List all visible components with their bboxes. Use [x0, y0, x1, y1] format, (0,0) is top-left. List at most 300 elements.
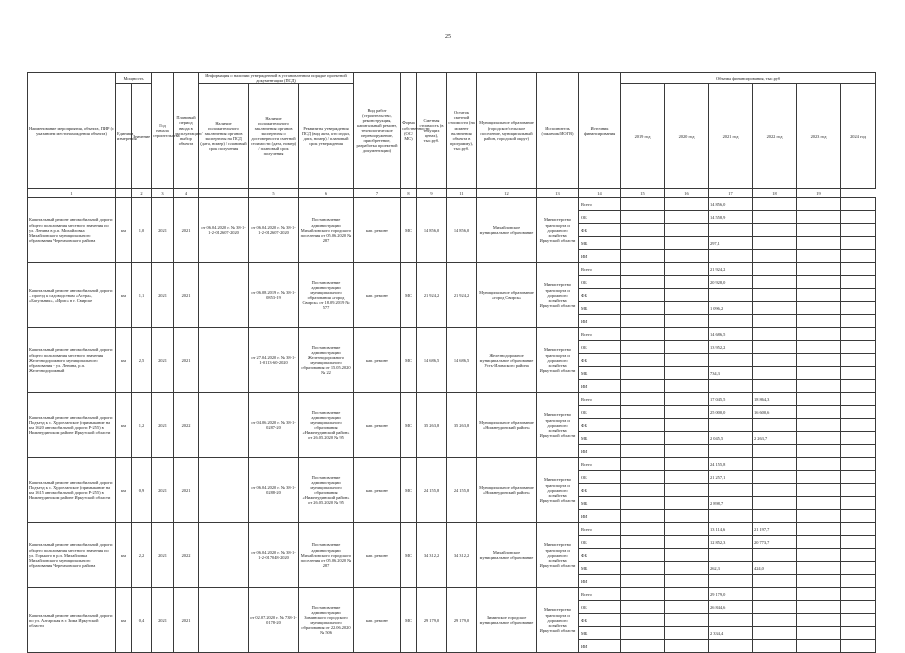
- executor-cell: Министерство транспорта и дорожного хозяйства Иркутской области: [537, 458, 579, 523]
- est-cost: 14 856,0: [417, 198, 447, 263]
- fund-value: [797, 536, 841, 549]
- fund-value: 14 856,0: [709, 198, 753, 211]
- fund-value: [797, 471, 841, 484]
- fund-value: [753, 614, 797, 627]
- fund-value: [665, 523, 709, 536]
- fund-value: [665, 484, 709, 497]
- est-cost: 29 179,0: [417, 588, 447, 653]
- fund-value: [797, 575, 841, 588]
- column-number: 2: [132, 189, 152, 198]
- year-end: 2021: [174, 328, 199, 393]
- fund-value: 297,1: [709, 237, 753, 250]
- work-type: кап. ремонт: [354, 458, 401, 523]
- fund-value: 13 952,2: [709, 341, 753, 354]
- fund-value: [797, 640, 841, 653]
- fund-value: [621, 471, 665, 484]
- year-end: 2021: [174, 588, 199, 653]
- column-number: [116, 189, 132, 198]
- fund-value: [665, 354, 709, 367]
- fund-source-label: ФБ: [579, 549, 621, 562]
- work-type: кап. ремонт: [354, 523, 401, 588]
- column-number: 7: [354, 189, 401, 198]
- column-number: 5: [249, 189, 299, 198]
- fund-value: 2 898,7: [709, 497, 753, 510]
- fund-value: [753, 575, 797, 588]
- fund-source-label: ФБ: [579, 224, 621, 237]
- fund-source-label: ИИ: [579, 380, 621, 393]
- approval-cell: Постановление администрации муниципального образования «Нижнеудинский район» от 26.05.2020 № 95: [299, 393, 354, 458]
- fund-value: [621, 484, 665, 497]
- remaining-cost: 24 155,8: [447, 458, 477, 523]
- fund-value: [621, 328, 665, 341]
- column-number: 9: [417, 189, 447, 198]
- fund-source-label: Всего: [579, 263, 621, 276]
- fund-value: [665, 510, 709, 523]
- fund-value: [797, 276, 841, 289]
- column-number: 14: [579, 189, 621, 198]
- fund-value: [621, 445, 665, 458]
- year-start: 2021: [152, 263, 174, 328]
- remaining-cost: 29 179,0: [447, 588, 477, 653]
- column-number: 3: [152, 189, 174, 198]
- unit-cell: км: [116, 263, 132, 328]
- fund-value: [709, 510, 753, 523]
- remaining-cost: 34 312,2: [447, 523, 477, 588]
- fund-value: [841, 341, 876, 354]
- fund-value: [665, 198, 709, 211]
- fund-value: 12 852,3: [709, 536, 753, 549]
- column-number: 19: [797, 189, 841, 198]
- header-approval: Реквизиты утверждения ПСД (вид акта, кто издал, дата, номер) / плановый срок утверждения: [299, 84, 354, 189]
- year-end: 2022: [174, 393, 199, 458]
- fund-source-label: ИИ: [579, 315, 621, 328]
- fund-value: [841, 614, 876, 627]
- fund-source-label: ФБ: [579, 354, 621, 367]
- fund-value: [665, 562, 709, 575]
- fund-value: [753, 237, 797, 250]
- fund-value: [753, 380, 797, 393]
- municipality-cell: Муниципальное образование «город Свирск»: [477, 263, 537, 328]
- remaining-cost: 14 686,5: [447, 328, 477, 393]
- fund-value: [709, 315, 753, 328]
- column-number: 13: [537, 189, 579, 198]
- fund-value: [665, 549, 709, 562]
- fund-source-label: ОБ: [579, 406, 621, 419]
- fund-value: [841, 536, 876, 549]
- fund-value: 25 000,0: [709, 406, 753, 419]
- expertise-cell: [199, 588, 249, 653]
- year-end: 2021: [174, 198, 199, 263]
- fund-value: [797, 484, 841, 497]
- fund-value: [841, 627, 876, 640]
- fund-value: [753, 510, 797, 523]
- fund-value: [797, 614, 841, 627]
- fund-value: [797, 211, 841, 224]
- fund-source-label: ИИ: [579, 640, 621, 653]
- fund-value: [841, 263, 876, 276]
- year-start: 2021: [152, 523, 174, 588]
- fund-value: [797, 601, 841, 614]
- capacity-value: 0,9: [132, 458, 152, 523]
- fund-value: [753, 640, 797, 653]
- capacity-value: 0,4: [132, 588, 152, 653]
- year-start: 2021: [152, 588, 174, 653]
- remaining-cost: 14 856,0: [447, 198, 477, 263]
- fund-value: [621, 393, 665, 406]
- fund-value: [665, 237, 709, 250]
- fund-value: [621, 341, 665, 354]
- est-cost: 35 263,8: [417, 393, 447, 458]
- fund-value: [709, 445, 753, 458]
- fund-value: [797, 445, 841, 458]
- ownership-cell: МС: [401, 328, 417, 393]
- fund-value: [621, 536, 665, 549]
- header-sources: Источник финансирования: [579, 73, 621, 189]
- fund-value: [621, 406, 665, 419]
- year-start: 2021: [152, 393, 174, 458]
- fund-source-label: ФБ: [579, 419, 621, 432]
- fund-source-label: ОБ: [579, 471, 621, 484]
- fund-value: [621, 289, 665, 302]
- fund-value: [797, 380, 841, 393]
- fund-value: 20 928,0: [709, 276, 753, 289]
- fund-value: [753, 250, 797, 263]
- page-number: 25: [445, 34, 451, 40]
- executor-cell: Министерство транспорта и дорожного хозяйства Иркутской области: [537, 198, 579, 263]
- fund-value: [665, 224, 709, 237]
- expertise-cell: [199, 458, 249, 523]
- funding-table: [27, 72, 876, 653]
- fund-value: [753, 224, 797, 237]
- fund-value: [621, 276, 665, 289]
- header-capacity: Мощность: [116, 73, 152, 84]
- fund-value: 14 686,5: [709, 328, 753, 341]
- header-est-cost: Сметная стоимость (в текущих ценах), тыс.руб.: [417, 73, 447, 189]
- fund-source-label: Всего: [579, 198, 621, 211]
- fund-value: [797, 523, 841, 536]
- fund-value: 734,3: [709, 367, 753, 380]
- year-start: 2021: [152, 328, 174, 393]
- fund-value: [841, 406, 876, 419]
- table-row: [28, 328, 876, 341]
- fund-source-label: ОБ: [579, 341, 621, 354]
- fund-source-label: ИИ: [579, 575, 621, 588]
- fund-value: [753, 627, 797, 640]
- header-year-end: Плановый период ввода в эксплуатацию/ выбор объекта: [174, 73, 199, 189]
- fund-value: [665, 380, 709, 393]
- object-name: Капитальный ремонт автомобильной дороги общего пользования местного значения Железнодорожного муниципального образования - ул. Ленина, р.п. Железнодорожный: [28, 328, 116, 393]
- work-type: кап. ремонт: [354, 393, 401, 458]
- fund-value: [665, 497, 709, 510]
- est-cost: 34 312,2: [417, 523, 447, 588]
- fund-value: [621, 380, 665, 393]
- fund-source-label: МБ: [579, 497, 621, 510]
- fund-value: [753, 588, 797, 601]
- fund-value: [797, 341, 841, 354]
- header-year: 2021 год: [709, 84, 753, 189]
- municipality-cell: Железнодорожное муниципальное образование Усть-Илимского района: [477, 328, 537, 393]
- fund-value: 26 844,6: [709, 601, 753, 614]
- object-name: Капитальный ремонт автомобильной дороги общего пользования местного значения по ул. Ленина в р.п. Михайловка Михайловского муниципального образования Черемховского района: [28, 198, 116, 263]
- fund-source-label: МБ: [579, 432, 621, 445]
- fund-value: [665, 406, 709, 419]
- work-type: кап. ремонт: [354, 588, 401, 653]
- fund-value: [621, 562, 665, 575]
- fund-value: 21 197,7: [753, 523, 797, 536]
- fund-value: [753, 276, 797, 289]
- executor-cell: Министерство транспорта и дорожного хозяйства Иркутской области: [537, 393, 579, 458]
- fund-value: [841, 445, 876, 458]
- municipality-cell: Муниципальное образование «Нижнеудинский район»: [477, 458, 537, 523]
- fund-value: [665, 276, 709, 289]
- executor-cell: Министерство транспорта и дорожного хозяйства Иркутской области: [537, 328, 579, 393]
- approval-cell: Постановление администрации Железнодорожного муниципального образования от 15.05.2020 № 22: [299, 328, 354, 393]
- fund-value: 13 114,6: [709, 523, 753, 536]
- fund-value: 2 334,4: [709, 627, 753, 640]
- fund-value: [841, 302, 876, 315]
- fund-value: [665, 250, 709, 263]
- column-number: 18: [753, 189, 797, 198]
- ownership-cell: МС: [401, 523, 417, 588]
- fund-value: [709, 380, 753, 393]
- fund-value: [665, 211, 709, 224]
- year-end: 2021: [174, 263, 199, 328]
- fund-value: [621, 575, 665, 588]
- header-name: Наименование мероприятия, объекта, ПИР (с указанием местонахождения объекта): [28, 73, 116, 189]
- fund-value: 24 155,8: [709, 458, 753, 471]
- year-end: 2022: [174, 523, 199, 588]
- fund-value: [621, 627, 665, 640]
- approval-cell: Постановление администрации Михайловского городского поселения от 05.06.2020 № 287: [299, 198, 354, 263]
- fund-value: 1 096,2: [709, 302, 753, 315]
- fund-value: 21 924,2: [709, 263, 753, 276]
- fund-value: [841, 549, 876, 562]
- fund-value: [841, 250, 876, 263]
- fund-value: [709, 224, 753, 237]
- fund-value: 29 179,0: [709, 588, 753, 601]
- remaining-cost: 35 263,8: [447, 393, 477, 458]
- fund-value: [621, 497, 665, 510]
- fund-value: [841, 575, 876, 588]
- fund-value: [797, 510, 841, 523]
- fund-value: 424,0: [753, 562, 797, 575]
- fund-source-label: МБ: [579, 367, 621, 380]
- header-year: 2024 год: [841, 84, 876, 189]
- header-ownership: Форма собственности (ОС/ МС): [401, 73, 417, 189]
- fund-value: [841, 224, 876, 237]
- remaining-cost: 21 924,2: [447, 263, 477, 328]
- table-row: [28, 263, 876, 276]
- fund-source-label: ИИ: [579, 510, 621, 523]
- header-unit: Единица измерения: [116, 84, 132, 189]
- ownership-cell: МС: [401, 458, 417, 523]
- fund-value: [753, 211, 797, 224]
- fund-value: [665, 341, 709, 354]
- fund-value: [621, 263, 665, 276]
- header-work-type: Вид работ (строительство, реконструкция, капитальный ремонт, технологическое перевооружение, приобретение, разработка проектной документации): [354, 73, 401, 189]
- column-number: 1: [28, 189, 116, 198]
- fund-value: 21 257,1: [709, 471, 753, 484]
- fund-value: [797, 393, 841, 406]
- fund-value: [797, 315, 841, 328]
- ownership-cell: МС: [401, 588, 417, 653]
- fund-value: [841, 289, 876, 302]
- header-municipality: Муниципальное образование (городское/сельское поселение, муниципальный район, городской округ): [477, 73, 537, 189]
- fund-value: [841, 497, 876, 510]
- fund-value: [665, 588, 709, 601]
- fund-source-label: ФБ: [579, 614, 621, 627]
- header-estimate: Наличие положительного заключения органов экспертизы о достоверности сметной стоимости (дата, номер) / плановый срок получения: [249, 84, 299, 189]
- fund-value: [841, 237, 876, 250]
- fund-value: [621, 549, 665, 562]
- column-number-row: [28, 189, 876, 198]
- ownership-cell: МС: [401, 198, 417, 263]
- fund-value: [841, 380, 876, 393]
- fund-value: [841, 211, 876, 224]
- fund-value: [709, 354, 753, 367]
- fund-value: [665, 419, 709, 432]
- fund-value: [665, 263, 709, 276]
- fund-value: [753, 419, 797, 432]
- fund-source-label: ФБ: [579, 289, 621, 302]
- fund-value: [797, 224, 841, 237]
- ownership-cell: МС: [401, 393, 417, 458]
- approval-cell: Постановление администрации Зиминского городского муниципального образования от 22.06.2020 № 506: [299, 588, 354, 653]
- estimate-cell: от 06.04.2020 г. № 38-1-0288-20: [249, 458, 299, 523]
- fund-value: [621, 432, 665, 445]
- fund-value: [753, 302, 797, 315]
- fund-value: [621, 614, 665, 627]
- fund-value: 2 263,7: [753, 432, 797, 445]
- fund-value: [621, 510, 665, 523]
- fund-value: 18 864,3: [753, 393, 797, 406]
- capacity-value: 1,2: [132, 393, 152, 458]
- fund-value: [753, 549, 797, 562]
- approval-cell: Постановление администрации Михайловского городского поселения от 05.06.2020 № 287: [299, 523, 354, 588]
- fund-value: 17 045,5: [709, 393, 753, 406]
- fund-value: [841, 484, 876, 497]
- table-row: [28, 198, 876, 211]
- fund-value: [753, 354, 797, 367]
- fund-value: [797, 250, 841, 263]
- fund-value: [621, 354, 665, 367]
- year-start: 2021: [152, 198, 174, 263]
- fund-value: [709, 575, 753, 588]
- header-row-top: [28, 73, 876, 84]
- fund-value: [665, 627, 709, 640]
- fund-value: 20 773,7: [753, 536, 797, 549]
- fund-value: [753, 497, 797, 510]
- fund-value: [753, 341, 797, 354]
- est-cost: 21 924,2: [417, 263, 447, 328]
- fund-value: [841, 562, 876, 575]
- fund-value: [797, 458, 841, 471]
- fund-value: [753, 367, 797, 380]
- fund-source-label: ОБ: [579, 276, 621, 289]
- fund-value: [709, 250, 753, 263]
- fund-value: [841, 276, 876, 289]
- fund-value: [797, 328, 841, 341]
- column-number: 6: [299, 189, 354, 198]
- est-cost: 24 155,8: [417, 458, 447, 523]
- table-row: [28, 393, 876, 406]
- approval-cell: Постановление администрации муниципального образования «город Свирск» от 18.09.2019 № 577: [299, 263, 354, 328]
- column-number: [199, 189, 249, 198]
- fund-value: [753, 263, 797, 276]
- fund-value: [621, 198, 665, 211]
- fund-source-label: МБ: [579, 562, 621, 575]
- fund-value: [841, 393, 876, 406]
- object-name: Капитальный ремонт автомобильной дороги по ул. Алгарская в г. Зима Иркутской области: [28, 588, 116, 653]
- fund-source-label: ИИ: [579, 250, 621, 263]
- fund-source-label: МБ: [579, 237, 621, 250]
- fund-source-label: Всего: [579, 523, 621, 536]
- fund-value: [797, 289, 841, 302]
- fund-value: [841, 328, 876, 341]
- fund-value: [841, 198, 876, 211]
- fund-value: [841, 354, 876, 367]
- estimate-cell: от 02.07.2020 г. № 738-1-0178-20: [249, 588, 299, 653]
- fund-source-label: ОБ: [579, 536, 621, 549]
- fund-value: [753, 458, 797, 471]
- fund-value: [841, 367, 876, 380]
- fund-value: [797, 588, 841, 601]
- fund-value: [753, 601, 797, 614]
- estimate-cell: от 06.04.2020 г. № 38-1-1-2-017048-2020: [249, 523, 299, 588]
- fund-value: [665, 640, 709, 653]
- fund-value: [621, 640, 665, 653]
- fund-value: [797, 432, 841, 445]
- fund-value: [841, 601, 876, 614]
- fund-value: [665, 536, 709, 549]
- fund-value: [665, 601, 709, 614]
- expertise-cell: от 06.04.2020 г. № 38-1-1-2-012607-2020: [199, 198, 249, 263]
- fund-value: [753, 289, 797, 302]
- fund-source-label: Всего: [579, 393, 621, 406]
- fund-value: [621, 419, 665, 432]
- municipality-cell: Михайловское муниципальное образование: [477, 198, 537, 263]
- capacity-value: 2,2: [132, 523, 152, 588]
- fund-value: [621, 237, 665, 250]
- fund-source-label: МБ: [579, 627, 621, 640]
- expertise-cell: [199, 393, 249, 458]
- fund-value: [665, 367, 709, 380]
- column-number: 4: [174, 189, 199, 198]
- column-number: 16: [665, 189, 709, 198]
- fund-value: [797, 302, 841, 315]
- fund-value: [621, 224, 665, 237]
- expertise-cell: [199, 328, 249, 393]
- column-number: 8: [401, 189, 417, 198]
- year-start: 2021: [152, 458, 174, 523]
- unit-cell: км: [116, 523, 132, 588]
- header-remaining: Остаток сметной стоимости (на момент включения объекта в программу), тыс.руб.: [447, 73, 477, 189]
- object-name: Капитальный ремонт автомобильной дороги Подъезд к с. Худоеланское (примыкание на км 1620 автомобильной дороги Р-255) в Нижнеудинском районе Иркутской области: [28, 393, 116, 458]
- fund-value: 262,3: [709, 562, 753, 575]
- fund-source-label: МБ: [579, 302, 621, 315]
- est-cost: 14 686,5: [417, 328, 447, 393]
- unit-cell: км: [116, 588, 132, 653]
- fund-value: [665, 614, 709, 627]
- estimate-cell: от 27.04.2020 г. № 38-1-1-0113-60-2020: [249, 328, 299, 393]
- fund-value: [709, 549, 753, 562]
- fund-value: 2 045,5: [709, 432, 753, 445]
- estimate-cell: от 06.08.2019 г. № 38-1-0853-19: [249, 263, 299, 328]
- object-name: Капитальный ремонт автомобильной дороги общего пользования местного значения по ул. Горького в р.п. Михайловка Михайловского муниципального образования Черемховского района: [28, 523, 116, 588]
- fund-source-label: ОБ: [579, 601, 621, 614]
- fund-value: [621, 588, 665, 601]
- header-expertise: Наличие положительного заключения органов экспертизы на ПСД (дата, номер) / плановый срок получения: [199, 84, 249, 189]
